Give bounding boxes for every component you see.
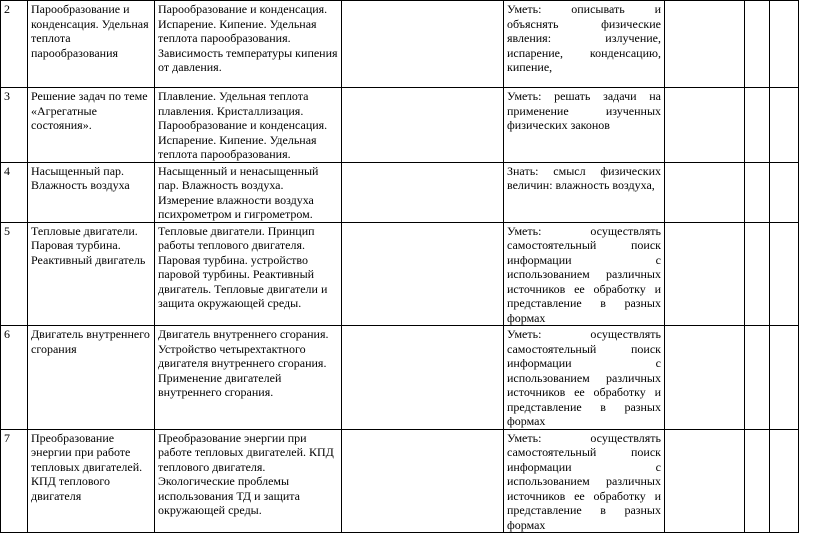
empty-cell <box>745 1 770 88</box>
empty-cell <box>745 326 770 430</box>
lesson-skills: Уметь: осуществлять самостоятельный поиск информации с использованием различных источников ее обработку и представление в разных формах <box>504 326 665 430</box>
empty-cell <box>745 162 770 222</box>
lesson-skills: Уметь: описывать и объяснять физические явления: излучение, испарение, конденсацию, кипение, <box>504 1 665 88</box>
empty-cell <box>342 88 504 163</box>
lesson-content: Тепловые двигатели. Принцип работы теплового двигателя. Паровая турбина. устройство паровой турбины. Реактивный двигатель. Тепловые двигатели и защита окружающей среды. <box>155 222 342 326</box>
table-row <box>1 326 799 430</box>
lesson-content: Плавление. Удельная теплота плавления. Кристаллизация. Парообразование и конденсация. Испарение. Кипение. Удельная теплота парообразования. <box>155 88 342 163</box>
lesson-content: Двигатель внутреннего сгорания. Устройство четырехтактного двигателя внутреннего сгорания. Применение двигателей внутреннего сгорания. <box>155 326 342 430</box>
empty-cell <box>342 326 504 430</box>
lesson-skills: Уметь: решать задачи на применение изученных физических законов <box>504 88 665 163</box>
table-row <box>1 162 799 222</box>
lesson-number: 3 <box>1 88 28 163</box>
table-row <box>1 429 799 533</box>
empty-cell <box>745 222 770 326</box>
empty-cell <box>342 1 504 88</box>
lesson-number: 2 <box>1 1 28 88</box>
table-row <box>1 222 799 326</box>
empty-cell <box>665 326 745 430</box>
empty-cell <box>770 326 799 430</box>
empty-cell <box>745 429 770 533</box>
table-row <box>1 1 799 88</box>
lesson-topic: Двигатель внутреннего сгорания <box>28 326 155 430</box>
lesson-skills: Уметь: осуществлять самостоятельный поиск информации с использованием различных источников ее обработку и представление в разных формах <box>504 429 665 533</box>
table-row <box>1 88 799 163</box>
lesson-number: 7 <box>1 429 28 533</box>
lesson-skills: Знать: смысл физических величин: влажность воздуха, <box>504 162 665 222</box>
lesson-number: 6 <box>1 326 28 430</box>
empty-cell <box>665 88 745 163</box>
empty-cell <box>770 429 799 533</box>
lesson-topic: Насыщенный пар. Влажность воздуха <box>28 162 155 222</box>
lesson-content: Парообразование и конденсация. Испарение. Кипение. Удельная теплота парообразования. Зависимость температуры кипения от давления. <box>155 1 342 88</box>
lesson-content: Насыщенный и ненасыщенный пар. Влажность воздуха. Измерение влажности воздуха психрометром и гигрометром. <box>155 162 342 222</box>
empty-cell <box>665 222 745 326</box>
empty-cell <box>342 222 504 326</box>
empty-cell <box>770 162 799 222</box>
empty-cell <box>770 222 799 326</box>
empty-cell <box>745 88 770 163</box>
lesson-number: 5 <box>1 222 28 326</box>
lesson-topic: Парообразование и конденсация. Удельная теплота парообразования <box>28 1 155 88</box>
lesson-content: Преобразование энергии при работе тепловых двигателей. КПД теплового двигателя. Экологические проблемы использования ТД и защита окружающей среды. <box>155 429 342 533</box>
empty-cell <box>665 162 745 222</box>
lesson-topic: Преобразование энергии при работе тепловых двигателей. КПД теплового двигателя <box>28 429 155 533</box>
empty-cell <box>665 429 745 533</box>
lesson-number: 4 <box>1 162 28 222</box>
empty-cell <box>342 162 504 222</box>
lesson-topic: Решение задач по теме «Агрегатные состояния». <box>28 88 155 163</box>
empty-cell <box>665 1 745 88</box>
empty-cell <box>342 429 504 533</box>
lesson-topic: Тепловые двигатели. Паровая турбина. Реактивный двигатель <box>28 222 155 326</box>
lesson-skills: Уметь: осуществлять самостоятельный поиск информации с использованием различных источников ее обработку и представление в разных формах <box>504 222 665 326</box>
empty-cell <box>770 1 799 88</box>
empty-cell <box>770 88 799 163</box>
